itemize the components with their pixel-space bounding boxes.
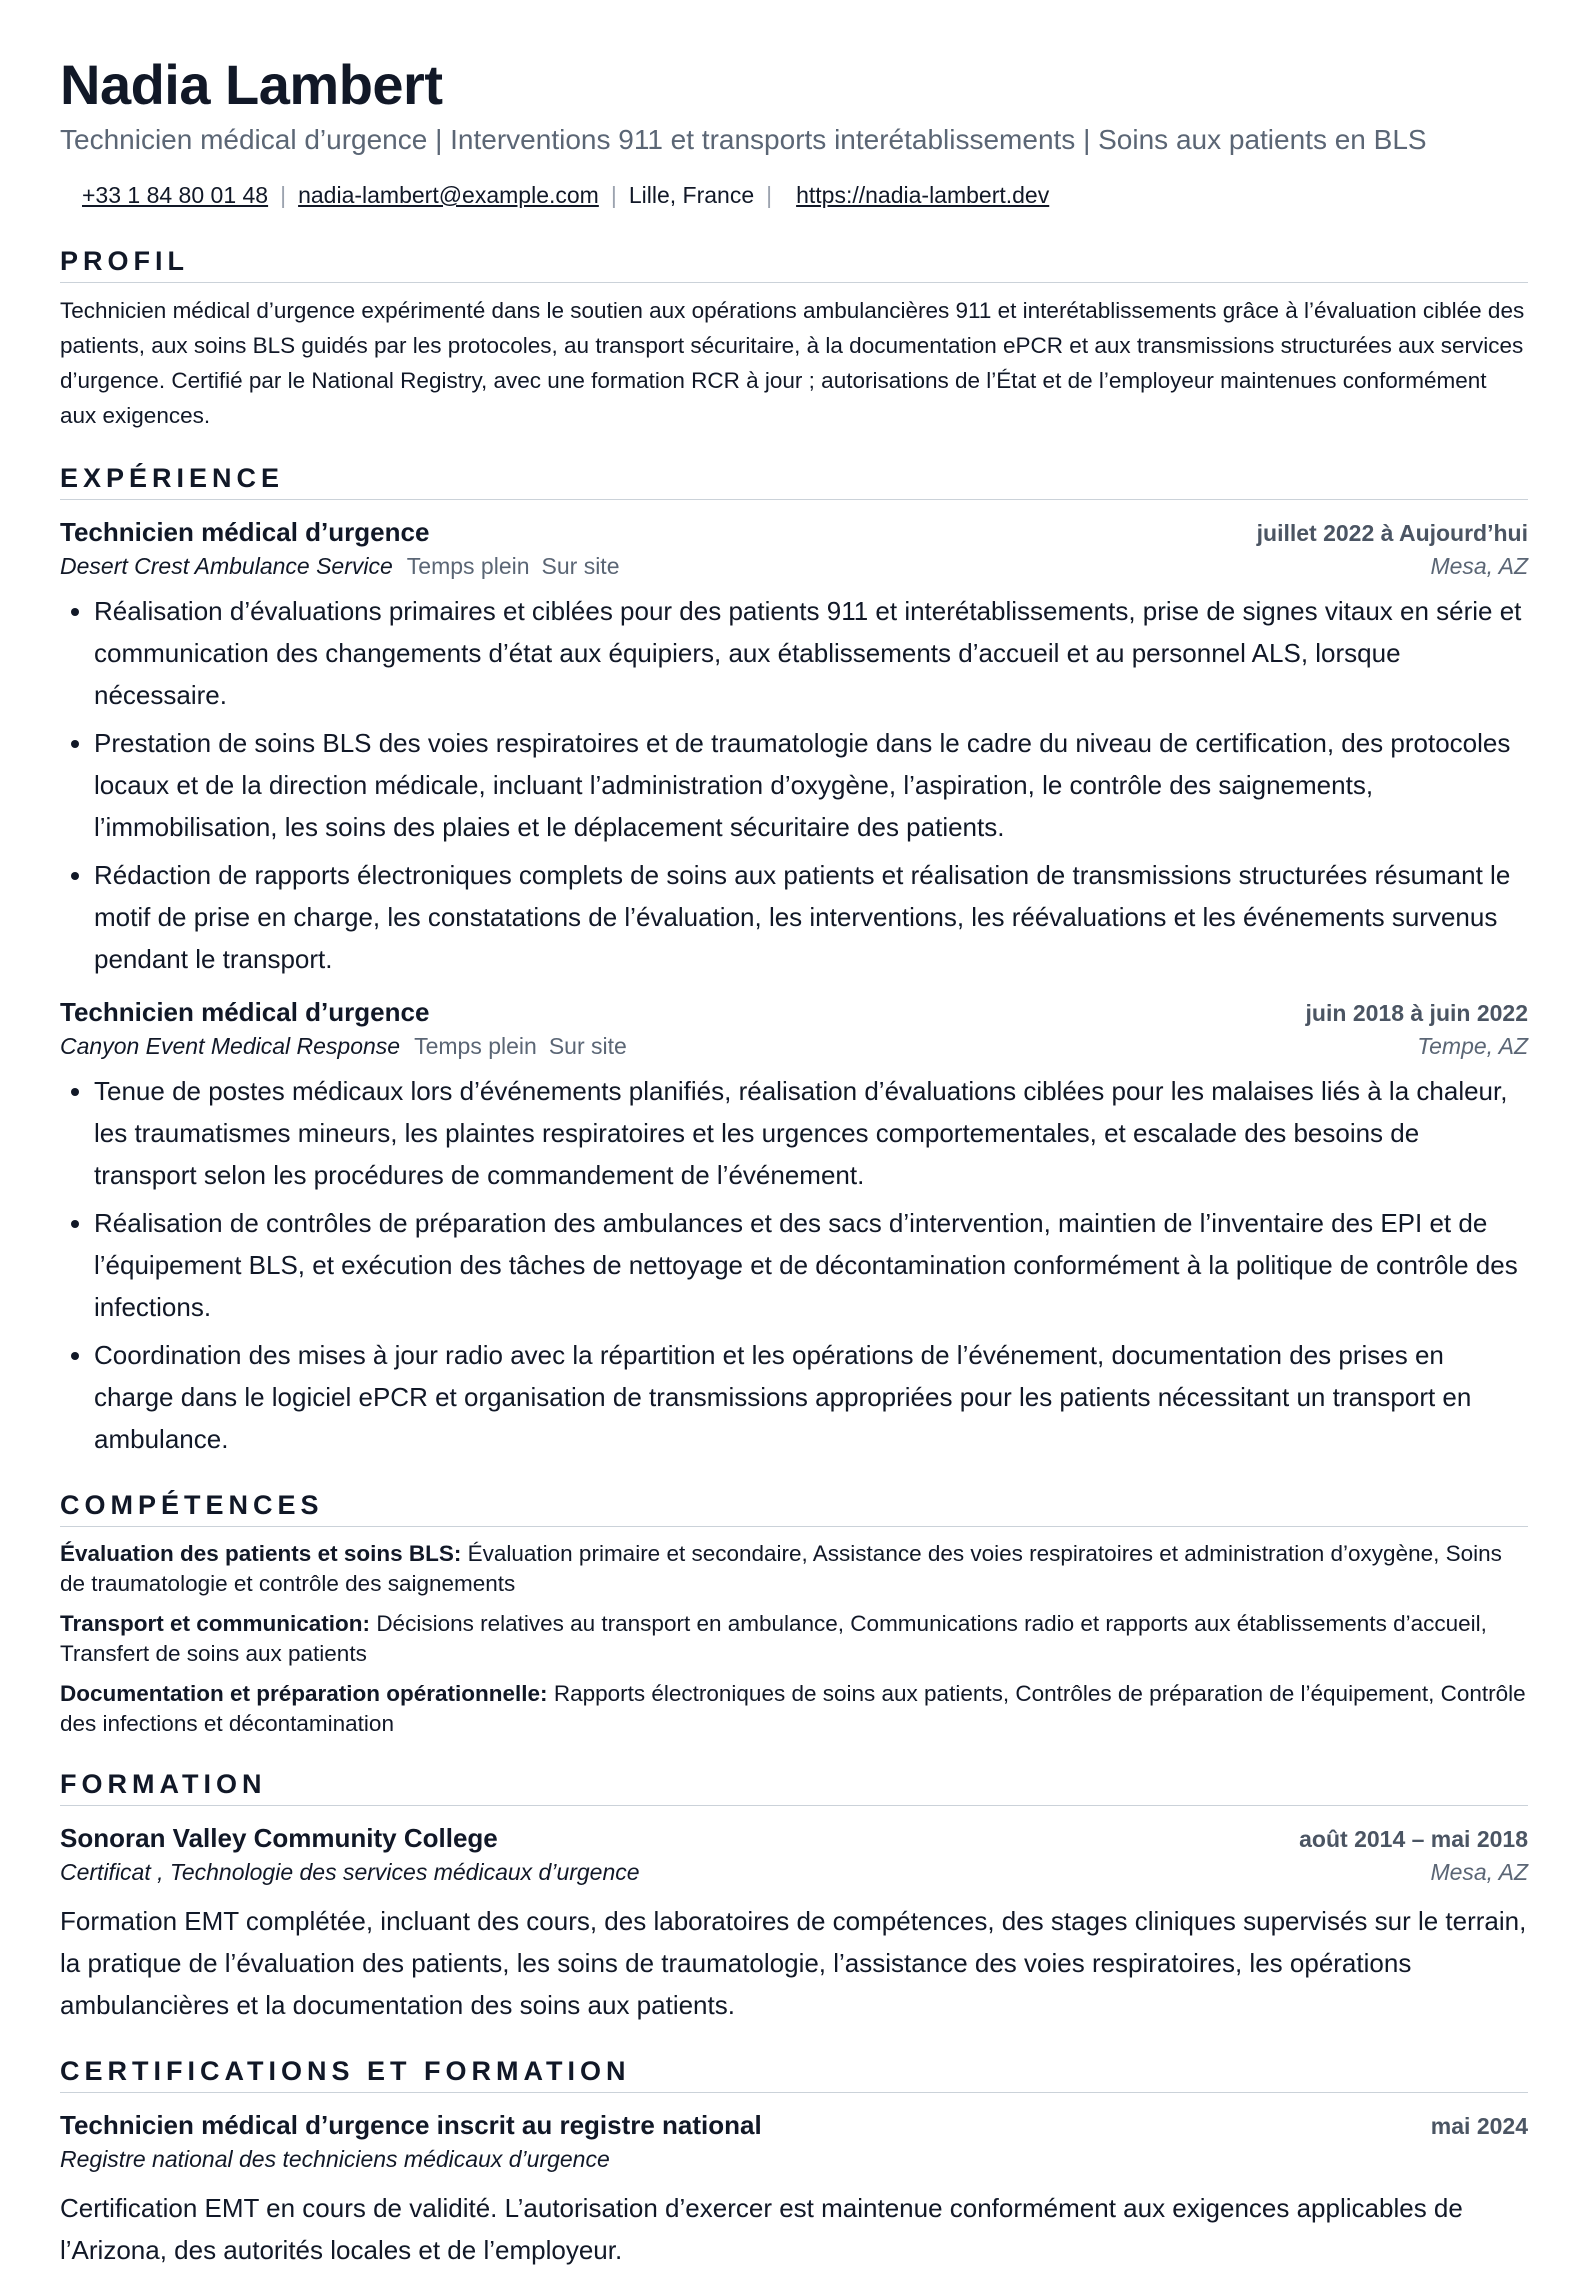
experience-entry	[60, 514, 1528, 980]
contact-bar	[60, 180, 1528, 210]
job-location: Mesa, AZ	[1430, 553, 1528, 579]
contact-separator: |	[610, 182, 617, 208]
job-bullet: • Rédaction de rapports électroniques complets de soins aux patients et réalisation de transmissions structurées résumant le motif de prise en charge, les constatations de l’évaluation, les interventions, les réévaluations et les événements survenus pendant le transport.	[94, 854, 1528, 980]
certification-issuer: Registre national des techniciens médicaux d’urgence	[60, 2146, 610, 2172]
job-type: Temps plein	[406, 553, 530, 579]
location-text: Lille, France	[628, 182, 755, 208]
education-degree: Certificat , Technologie des services médicaux d’urgence	[60, 1859, 640, 1885]
candidate-name: Nadia Lambert	[60, 53, 443, 116]
job-location: Tempe, AZ	[1417, 1033, 1528, 1059]
certification-description: Certification EMT en cours de validité. L’autorisation d’exercer est maintenue conformément aux exigences applicables de l’Arizona, des autorités locales et de l’employeur.	[60, 2193, 1463, 2265]
contact-separator: |	[280, 182, 287, 208]
section-title-profile: PROFIL	[60, 244, 1528, 283]
section-title-skills: COMPÉTENCES	[60, 1488, 1528, 1527]
certification-entry	[60, 2107, 1528, 2271]
job-bullet: • Tenue de postes médicaux lors d’événements planifiés, réalisation d’évaluations ciblées pour les malaises liés à la chaleur, les traumatismes mineurs, les plaintes respiratoires et les urgences comportementales, et escalade des besoins de transport selon les procédures de commandement de l’événement.	[94, 1070, 1528, 1196]
certification-date: mai 2024	[1430, 2113, 1528, 2139]
job-mode: Sur site	[548, 1033, 627, 1059]
job-bullets	[60, 1070, 1528, 1460]
job-type: Temps plein	[414, 1033, 537, 1059]
skill-group-label: Documentation et préparation opérationnelle:	[60, 1681, 548, 1706]
job-bullet: • Réalisation d’évaluations primaires et ciblées pour des patients 911 et interétablissements, prise de signes vitaux en série et communication des changements d’état aux équipiers, aux établissements d’accueil et au personnel ALS, lorsque nécessaire.	[94, 590, 1528, 716]
profile-summary: Technicien médical d’urgence expérimenté dans le soutien aux opérations ambulancières 911 et interétablissements grâce à l’évaluation ciblée des patients, aux soins BLS guidés par les protocoles, au transport sécuritaire, à la documentation ePCR et aux transmissions structurées aux services d’urgence. Certifié par le National Registry, avec une formation RCR à jour ; autorisations de l’État et de l’employeur maintenues conformément aux exigences.	[60, 298, 1525, 428]
job-role: Technicien médical d’urgence	[60, 517, 430, 547]
contact-separator: |	[766, 182, 773, 208]
job-company: Canyon Event Medical Response	[60, 1033, 401, 1059]
skill-group-label: Évaluation des patients et soins BLS:	[60, 1541, 462, 1566]
section-title-education: FORMATION	[60, 1767, 1528, 1806]
skill-group-label: Transport et communication:	[60, 1611, 371, 1636]
education-location: Mesa, AZ	[1430, 1859, 1528, 1885]
job-mode: Sur site	[541, 553, 620, 579]
job-dates: juin 2018 à juin 2022	[1305, 1000, 1528, 1026]
skill-group-text: Rapports électroniques de soins aux patients, Contrôles de préparation de l’équipement, Contrôle des infections et décontamination	[60, 1681, 1526, 1736]
job-bullet: • Prestation de soins BLS des voies respiratoires et de traumatologie dans le cadre du niveau de certification, des protocoles locaux et de la direction médicale, incluant l’administration d’oxygène, l’aspiration, le contrôle des saignements, l’immobilisation, les soins des plaies et le déplacement sécuritaire des patients.	[94, 722, 1528, 848]
job-dates: juillet 2022 à Aujourd’hui	[1256, 520, 1528, 546]
job-bullet: • Réalisation de contrôles de préparation des ambulances et des sacs d’intervention, maintien de l’inventaire des EPI et de l’équipement BLS, et exécution des tâches de nettoyage et de décontamination conformément à la politique de contrôle des infections.	[94, 1202, 1528, 1328]
section-title-experience: EXPÉRIENCE	[60, 461, 1528, 500]
email-link[interactable]: nadia-lambert@example.com	[298, 182, 599, 208]
education-dates: août 2014 – mai 2018	[1299, 1826, 1528, 1852]
phone-link[interactable]: +33 1 84 80 01 48	[82, 182, 269, 208]
website-link[interactable]: https://nadia-lambert.dev	[796, 182, 1050, 208]
section-title-certifications: CERTIFICATIONS ET FORMATION	[60, 2054, 1528, 2093]
education-description: Formation EMT complétée, incluant des cours, des laboratoires de compétences, des stages cliniques supervisés sur le terrain, la pratique de l’évaluation des patients, les soins de traumatologie, l’assistance des voies respiratoires, les opérations ambulancières et la documentation des soins aux patients.	[60, 1906, 1527, 2020]
education-entry	[60, 1820, 1528, 2026]
job-bullets	[60, 590, 1528, 980]
job-company: Desert Crest Ambulance Service	[60, 553, 393, 579]
experience-entry	[60, 994, 1528, 1460]
skill-group	[60, 1539, 1528, 1599]
certification-title: Technicien médical d’urgence inscrit au registre national	[60, 2110, 762, 2140]
skill-group	[60, 1609, 1528, 1669]
job-role: Technicien médical d’urgence	[60, 997, 430, 1027]
job-bullet: • Coordination des mises à jour radio avec la répartition et les opérations de l’événement, documentation des prises en charge dans le logiciel ePCR et organisation de transmissions appropriées pour les patients nécessitant un transport en ambulance.	[94, 1334, 1528, 1460]
skill-group-text: Évaluation primaire et secondaire, Assistance des voies respiratoires et administration d’oxygène, Soins de traumatologie et contrôle des saignements	[60, 1541, 1502, 1596]
skill-group-text: Décisions relatives au transport en ambulance, Communications radio et rapports aux établissements d’accueil, Transfert de soins aux patients	[60, 1611, 1487, 1666]
headline: Technicien médical d’urgence | Interventions 911 et transports interétablissements | Soins aux patients en BLS	[60, 124, 1427, 155]
education-school: Sonoran Valley Community College	[60, 1823, 498, 1853]
skill-group	[60, 1679, 1528, 1739]
